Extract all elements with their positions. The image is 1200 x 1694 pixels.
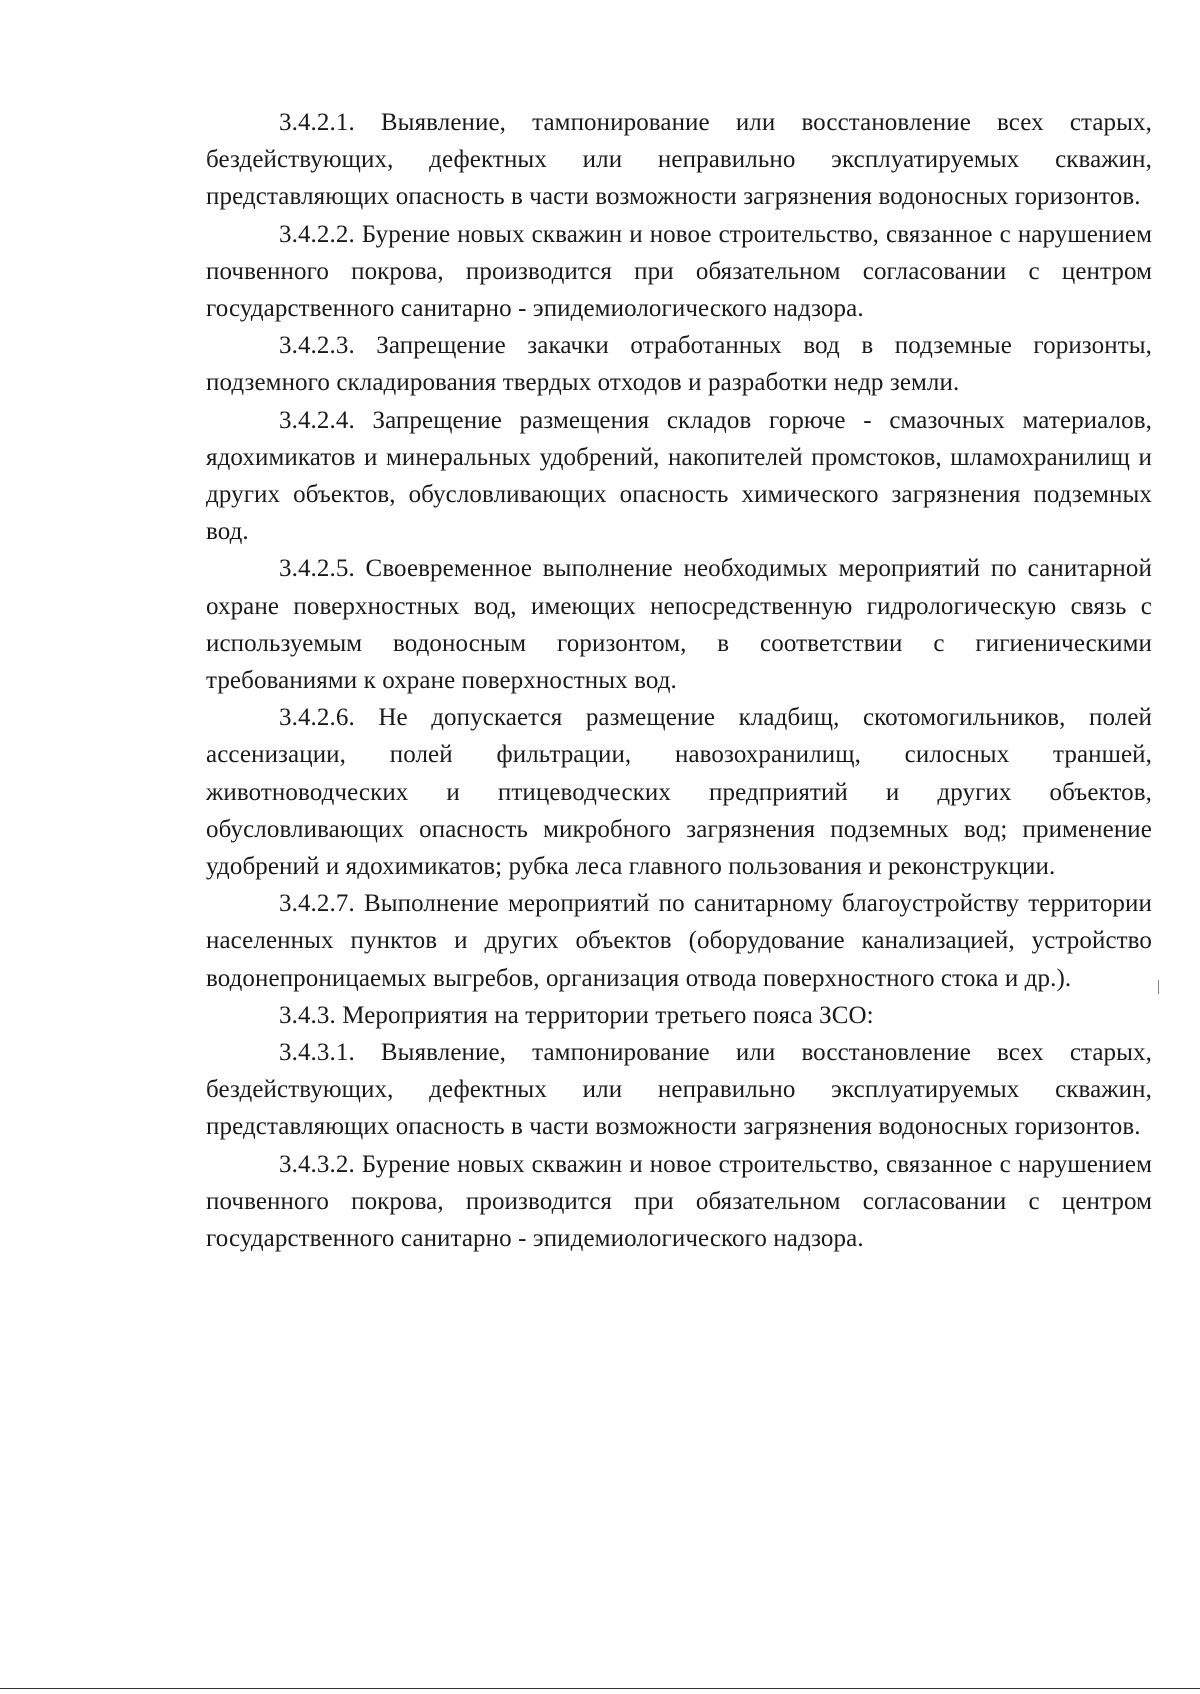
paragraph-3-4-2-6: 3.4.2.6. Не допускается размещение кладбищ, скотомогильников, полей ассенизации, полей фильтрации, навозохранилищ, силосных траншей, животноводческих и птицеводческих предприятий и других объектов, обусловливающих опасность микробного загрязнения подземных вод; применение удобрений и ядохимикатов; рубка леса главного пользования и реконструкции. [206, 704, 1152, 881]
paragraph-3-4-2-5: 3.4.2.5. Своевременное выполнение необходимых мероприятий по санитарной охране поверхностных вод, имеющих непосредственную гидрологическую связь с используемым водоносным горизонтом, в соответствии с гигиеническими требованиями к охране поверхностных вод. [206, 555, 1152, 695]
paragraph-3-4-2-3: 3.4.2.3. Запрещение закачки отработанных вод в подземные горизонты, подземного складирования твердых отходов и разработки недр земли. [206, 332, 1152, 397]
paragraph-3-4-3-2: 3.4.3.2. Бурение новых скважин и новое строительство, связанное с нарушением почвенного покрова, производится при обязательном согласовании с центром государственного санитарно - эпидемиологического надзора. [206, 1150, 1152, 1253]
paragraph-3-4-2-4: 3.4.2.4. Запрещение размещения складов горюче - смазочных материалов, ядохимикатов и минеральных удобрений, накопителей промстоков, шламохранилищ и других объектов, обусловливающих опасность химического загрязнения подземных вод. [206, 406, 1152, 546]
paragraph-3-4-3-1: 3.4.3.1. Выявление, тампонирование или восстановление всех старых, бездействующих, дефектных или неправильно эксплуатируемых скважин, представляющих опасность в части возможности загрязнения водоносных горизонтов. [206, 1039, 1152, 1141]
scan-edge-mark [1158, 980, 1159, 994]
bottom-rule-divider [0, 1688, 1200, 1689]
paragraph-3-4-2-2: 3.4.2.2. Бурение новых скважин и новое строительство, связанное с нарушением почвенного покрова, производится при обязательном согласовании с центром государственного санитарно - эпидемиологического надзора. [206, 220, 1152, 323]
paragraph-3-4-2-1: 3.4.2.1. Выявление, тампонирование или восстановление всех старых, бездействующих, дефектных или неправильно эксплуатируемых скважин, представляющих опасность в части возможности загрязнения водоносных горизонтов. [206, 109, 1152, 211]
paragraph-3-4-3-heading: 3.4.3. Мероприятия на территории третьего пояса ЗСО: [279, 1001, 874, 1029]
paragraph-3-4-2-7: 3.4.2.7. Выполнение мероприятий по санитарному благоустройству территории населенных пунктов и других объектов (оборудование канализацией, устройство водонепроницаемых выгребов, организация отвода поверхностного стока и др.). [206, 890, 1152, 992]
document-page [206, 104, 1152, 1257]
